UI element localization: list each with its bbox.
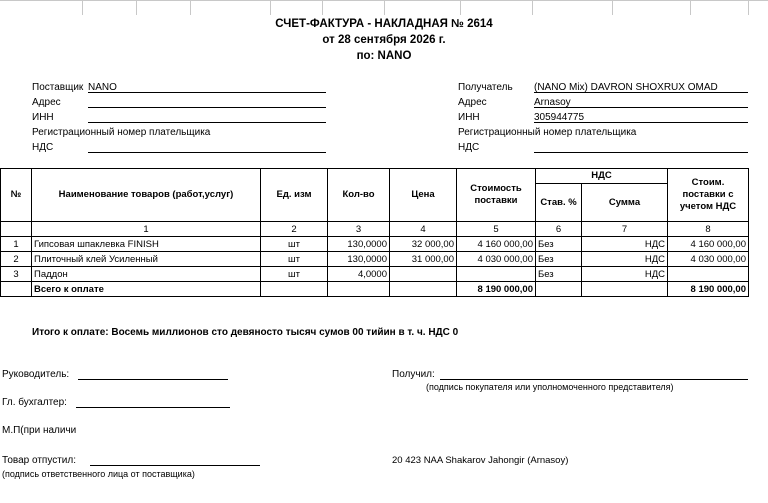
col-number: 6 <box>536 222 582 237</box>
recipient-nds-label: НДС <box>458 142 480 153</box>
recipient-reg-label: Регистрационный номер плательщика <box>458 127 637 138</box>
row-unit: шт <box>261 252 328 267</box>
recipient-inn-value: 305944775 <box>534 112 585 123</box>
row-sum: НДС <box>582 252 668 267</box>
total-label: Всего к оплате <box>32 282 261 297</box>
table-row <box>1 252 749 267</box>
recipient-inn-label: ИНН <box>458 112 480 123</box>
row-unit: шт <box>261 237 328 252</box>
row-qty: 130,0000 <box>328 252 390 267</box>
header-qty: Кол-во <box>328 169 390 222</box>
sheet-gridlines <box>0 0 768 14</box>
invoice-date: от 28 сентября 2026 г. <box>322 34 446 46</box>
row-total <box>668 267 749 282</box>
total-sum: 8 190 000,00 <box>668 282 749 297</box>
column-number-row <box>1 222 749 237</box>
header-rate: Став. % <box>536 184 582 222</box>
row-name: Плиточный клей Усиленный <box>32 252 261 267</box>
supplier-nds-label: НДС <box>32 142 54 153</box>
col-number: 1 <box>32 222 261 237</box>
header-name: Наименование товаров (работ,услуг) <box>32 169 261 222</box>
col-number: 8 <box>668 222 749 237</box>
header-nds: НДС <box>536 169 668 184</box>
row-total: 4 030 000,00 <box>668 252 749 267</box>
total-cost: 8 190 000,00 <box>457 282 536 297</box>
supplier-value: NANO <box>88 82 117 93</box>
recipient-label: Получатель <box>458 82 513 93</box>
stamp-label: М.П(при наличи <box>2 425 77 436</box>
director-label: Руководитель: <box>2 369 70 380</box>
supplier-inn-label: ИНН <box>32 112 54 123</box>
row-cost: 4 160 000,00 <box>457 237 536 252</box>
received-sign-line <box>440 369 748 380</box>
supplier-label: Поставщик <box>32 82 84 93</box>
table-row <box>1 237 749 252</box>
supplier-address-line <box>88 97 326 108</box>
row-cost: 4 030 000,00 <box>457 252 536 267</box>
invoice-title: СЧЕТ-ФАКТУРА - НАКЛАДНАЯ № 2614 <box>275 18 493 30</box>
row-name: Гипсовая шпаклевка FINISH <box>32 237 261 252</box>
col-number: 7 <box>582 222 668 237</box>
header-sum: Сумма <box>582 184 668 222</box>
col-number: 2 <box>261 222 328 237</box>
header-price: Цена <box>390 169 457 222</box>
released-note: (подпись ответственного лица от поставщика) <box>2 469 195 479</box>
released-label: Товар отпустил: <box>2 455 76 466</box>
recipient-nds-line <box>534 142 748 153</box>
recipient-inn-line <box>534 112 748 123</box>
row-num: 2 <box>1 252 32 267</box>
supplier-address-label: Адрес <box>32 97 61 108</box>
accountant-label: Гл. бухгалтер: <box>2 397 67 408</box>
total-row <box>1 282 749 297</box>
recipient-address-line <box>534 97 748 108</box>
invoice-po: по: NANO <box>356 50 412 62</box>
supplier-inn-line <box>88 112 326 123</box>
recipient-address-value: Arnasoy <box>534 97 571 108</box>
row-num: 1 <box>1 237 32 252</box>
row-sum: НДС <box>582 267 668 282</box>
supplier-nds-line <box>88 142 326 153</box>
col-number: 3 <box>328 222 390 237</box>
row-qty: 130,0000 <box>328 237 390 252</box>
row-unit: шт <box>261 267 328 282</box>
header-unit: Ед. изм <box>261 169 328 222</box>
summary-line: Итого к оплате: Восемь миллионов сто девяносто тысяч сумов 00 тийин в т. ч. НДС 0 <box>32 327 459 338</box>
row-price: 31 000,00 <box>390 252 457 267</box>
row-name: Паддон <box>32 267 261 282</box>
row-total: 4 160 000,00 <box>668 237 749 252</box>
header-num: № <box>1 169 32 222</box>
recipient-value: (NANO Mix) DAVRON SHOXRUX OMAD <box>534 82 718 93</box>
row-rate: Без <box>536 267 582 282</box>
recipient-address-label: Адрес <box>458 97 487 108</box>
recipient-line <box>534 82 748 93</box>
row-price: 32 000,00 <box>390 237 457 252</box>
row-qty: 4,0000 <box>328 267 390 282</box>
row-sum: НДС <box>582 237 668 252</box>
received-note: (подпись покупателя или уполномоченного представителя) <box>426 382 674 392</box>
header-total: Стоим. поставки с учетом НДС <box>668 169 749 222</box>
received-label: Получил: <box>392 369 435 380</box>
receiver-name: 20 423 NAA Shakarov Jahongir (Arnasoy) <box>392 455 569 466</box>
row-rate: Без <box>536 237 582 252</box>
header-cost: Стоимость поставки <box>457 169 536 222</box>
row-num: 3 <box>1 267 32 282</box>
released-sign-line <box>90 455 260 466</box>
row-price <box>390 267 457 282</box>
invoice-table <box>0 168 749 297</box>
col-number: 5 <box>457 222 536 237</box>
supplier-reg-label: Регистрационный номер плательщика <box>32 127 211 138</box>
accountant-sign-line <box>76 397 230 408</box>
col-number: 4 <box>390 222 457 237</box>
supplier-line <box>88 82 326 93</box>
director-sign-line <box>78 369 228 380</box>
row-cost <box>457 267 536 282</box>
row-rate: Без <box>536 252 582 267</box>
table-row <box>1 267 749 282</box>
